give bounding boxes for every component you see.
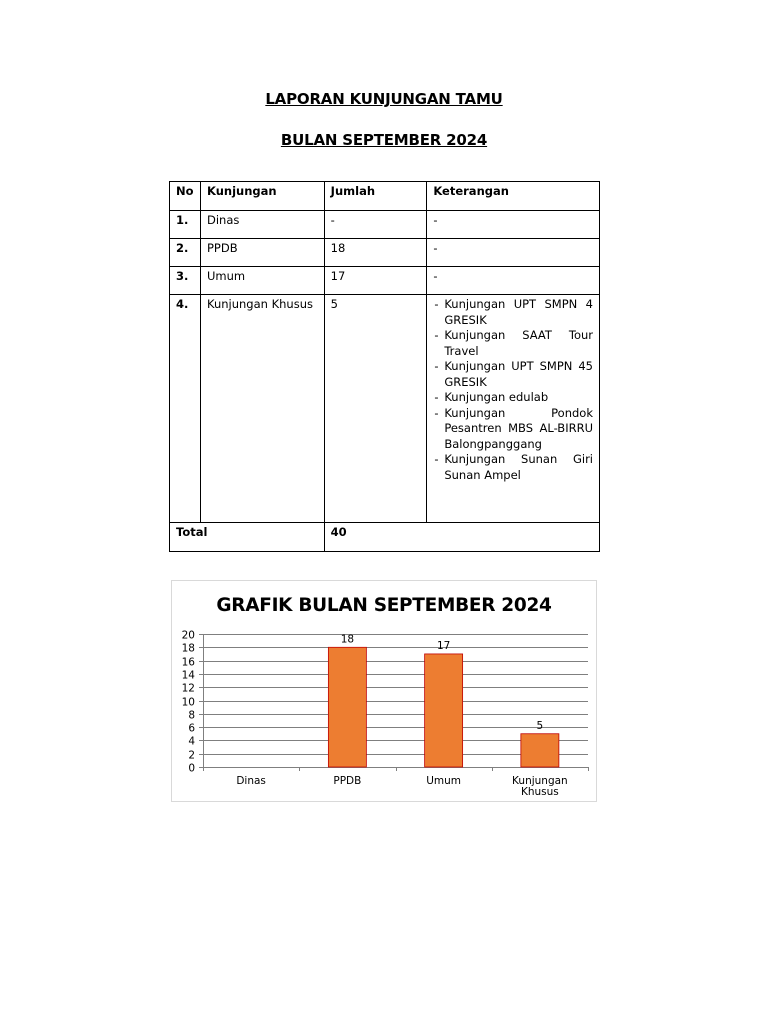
- table-header-row: [170, 182, 600, 211]
- y-tick-label: 8: [188, 709, 195, 722]
- row-jumlah: 18: [324, 239, 427, 267]
- table-row: [170, 267, 600, 295]
- row-keterangan: -: [427, 239, 600, 267]
- list-item: - Kunjungan SAAT Tour Travel: [433, 328, 593, 359]
- list-item: - Kunjungan Sunan Giri Sunan Ampel: [433, 452, 593, 483]
- y-tick-label: 20: [181, 629, 195, 642]
- table-row: [170, 211, 600, 239]
- visit-table: [169, 181, 600, 552]
- x-tick-label: Umum: [426, 775, 462, 787]
- x-tick-label: Khusus: [520, 786, 559, 798]
- list-item: - Kunjungan UPT SMPN 4 GRESIK: [433, 297, 593, 328]
- y-tick-label: 16: [181, 656, 195, 669]
- y-tick-label: 0: [188, 762, 195, 775]
- y-tick-label: 4: [188, 735, 195, 748]
- bar: [425, 654, 463, 767]
- y-tick-label: 12: [181, 682, 195, 695]
- header-jumlah: Jumlah: [324, 182, 427, 211]
- report-title: LAPORAN KUNJUNGAN TAMU: [265, 90, 503, 108]
- bar: [328, 647, 366, 767]
- data-label: 18: [340, 633, 355, 646]
- y-tick-label: 2: [188, 749, 195, 762]
- row-kunjungan: Umum: [200, 267, 324, 295]
- row-no: 4.: [170, 295, 201, 523]
- row-kunjungan: Dinas: [200, 211, 324, 239]
- total-label: Total: [170, 523, 325, 552]
- total-value: 40: [324, 523, 599, 552]
- chart-title: GRAFIK BULAN SEPTEMBER 2024: [216, 595, 552, 616]
- list-item: - Kunjungan Pondok Pesantren MBS AL-BIRRU Balongpanggang: [433, 406, 593, 453]
- data-label: 17: [436, 639, 451, 652]
- bar-chart: [171, 580, 597, 802]
- row-no: 1.: [170, 211, 201, 239]
- header-no: No: [170, 182, 201, 211]
- y-tick-label: 18: [181, 642, 195, 655]
- row-kunjungan: Kunjungan Khusus: [200, 295, 324, 523]
- x-tick-label: Kunjungan: [512, 775, 568, 787]
- y-tick-label: 14: [181, 669, 195, 682]
- list-item: - Kunjungan edulab: [433, 390, 593, 406]
- bar: [521, 734, 559, 767]
- header-keterangan: Keterangan: [427, 182, 600, 211]
- row-kunjungan: PPDB: [200, 239, 324, 267]
- y-tick-label: 10: [181, 696, 195, 709]
- y-tick-label: 6: [188, 722, 195, 735]
- row-keterangan: -: [427, 267, 600, 295]
- row-jumlah: 17: [324, 267, 427, 295]
- chart-plot: [172, 581, 598, 803]
- x-tick-label: Dinas: [236, 775, 266, 787]
- report-subtitle: BULAN SEPTEMBER 2024: [280, 131, 488, 149]
- list-item: - Kunjungan UPT SMPN 45 GRESIK: [433, 359, 593, 390]
- x-tick-label: PPDB: [333, 775, 362, 787]
- row-no: 3.: [170, 267, 201, 295]
- table-total-row: [170, 523, 600, 552]
- row-jumlah: -: [324, 211, 427, 239]
- table-row: [170, 239, 600, 267]
- row-jumlah: 5: [324, 295, 427, 523]
- header-kunjungan: Kunjungan: [200, 182, 324, 211]
- row-no: 2.: [170, 239, 201, 267]
- row-keterangan: [427, 295, 600, 523]
- keterangan-list: [433, 297, 593, 483]
- table-row: [170, 295, 600, 523]
- row-keterangan: -: [427, 211, 600, 239]
- data-label: 5: [536, 719, 544, 732]
